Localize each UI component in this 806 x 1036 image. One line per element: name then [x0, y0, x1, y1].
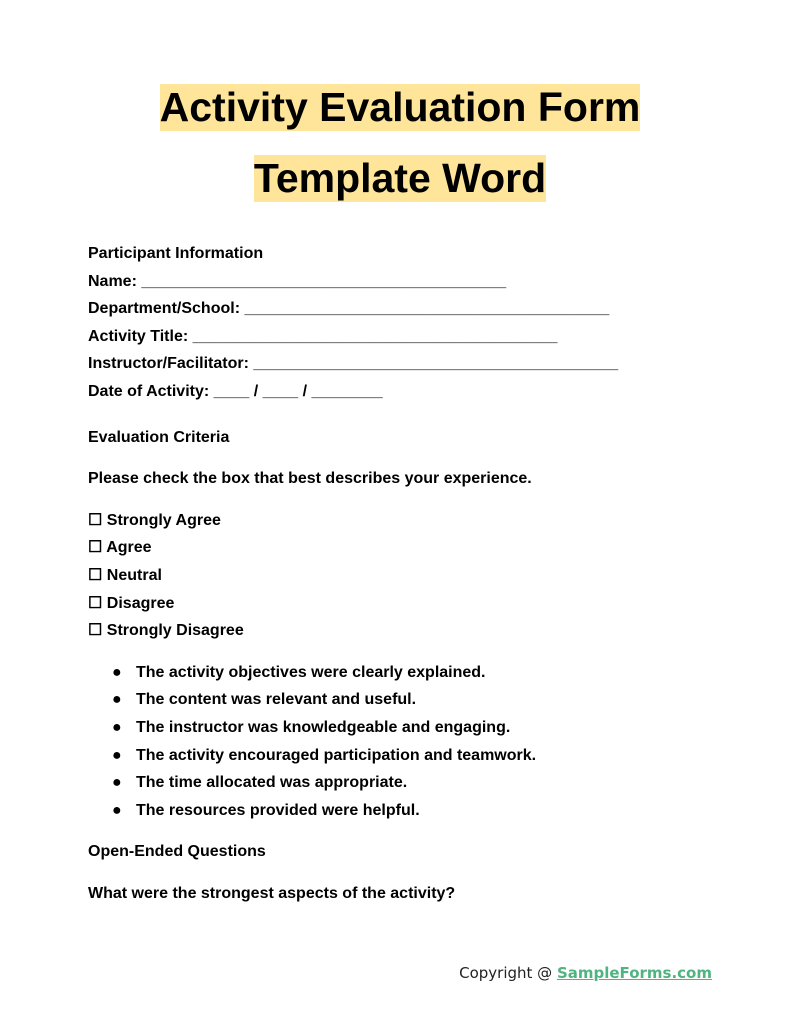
bullet-icon: ● [112, 691, 122, 709]
participant-heading: Participant Information [88, 245, 264, 262]
copyright-footer [459, 964, 712, 982]
document-title [0, 84, 800, 202]
form-body [88, 240, 788, 907]
bullet-icon: ● [112, 774, 122, 792]
bullet-icon: ● [112, 746, 122, 764]
option-label: Neutral [106, 566, 162, 584]
list-item: ● The time allocated was appropriate. [88, 769, 788, 797]
option-label: Agree [106, 539, 152, 557]
statement-list [88, 659, 788, 825]
evaluation-heading: Evaluation Criteria [88, 428, 230, 446]
option-strongly-disagree[interactable] [88, 617, 788, 645]
list-item: ● The activity objectives were clearly explained. [88, 659, 788, 687]
evaluation-instruction: Please check the box that best describes your experience. [88, 470, 532, 488]
checkbox-icon[interactable]: ☐ [88, 539, 103, 557]
option-neutral[interactable] [88, 562, 788, 590]
option-label: Disagree [106, 594, 175, 612]
list-item: ● The instructor was knowledgeable and engaging. [88, 714, 788, 742]
title-line-2: Template Word [253, 155, 547, 201]
option-agree[interactable] [88, 534, 788, 562]
instructor-field[interactable]: Instructor/Facilitator: _________________________________________ [88, 355, 619, 373]
bullet-icon: ● [112, 663, 122, 681]
rating-options [88, 507, 788, 645]
option-label: Strongly Agree [106, 511, 221, 529]
bullet-icon: ● [112, 801, 122, 819]
date-field[interactable]: Date of Activity: ____ / ____ / ________ [88, 382, 383, 400]
checkbox-icon[interactable]: ☐ [88, 566, 103, 584]
question-strongest-aspects: What were the strongest aspects of the activity? [88, 884, 456, 902]
option-label: Strongly Disagree [106, 622, 244, 640]
activity-title-field[interactable]: Activity Title: _________________________________________ [88, 327, 558, 345]
checkbox-icon[interactable]: ☐ [88, 622, 103, 640]
copyright-text: Copyright @ [459, 964, 557, 982]
checkbox-icon[interactable]: ☐ [88, 511, 103, 529]
bullet-icon: ● [112, 718, 122, 736]
department-field[interactable]: Department/School: _________________________________________ [88, 300, 610, 318]
open-ended-heading: Open-Ended Questions [88, 843, 266, 861]
checkbox-icon[interactable]: ☐ [88, 594, 103, 612]
title-line-1: Activity Evaluation Form [159, 84, 641, 130]
option-strongly-agree[interactable] [88, 507, 788, 535]
option-disagree[interactable] [88, 590, 788, 618]
list-item: ● The resources provided were helpful. [88, 797, 788, 825]
list-item: ● The content was relevant and useful. [88, 686, 788, 714]
list-item: ● The activity encouraged participation and teamwork. [88, 742, 788, 770]
name-field[interactable]: Name: _________________________________________ [88, 272, 507, 290]
sampleforms-link[interactable]: SampleForms.com [556, 964, 712, 982]
